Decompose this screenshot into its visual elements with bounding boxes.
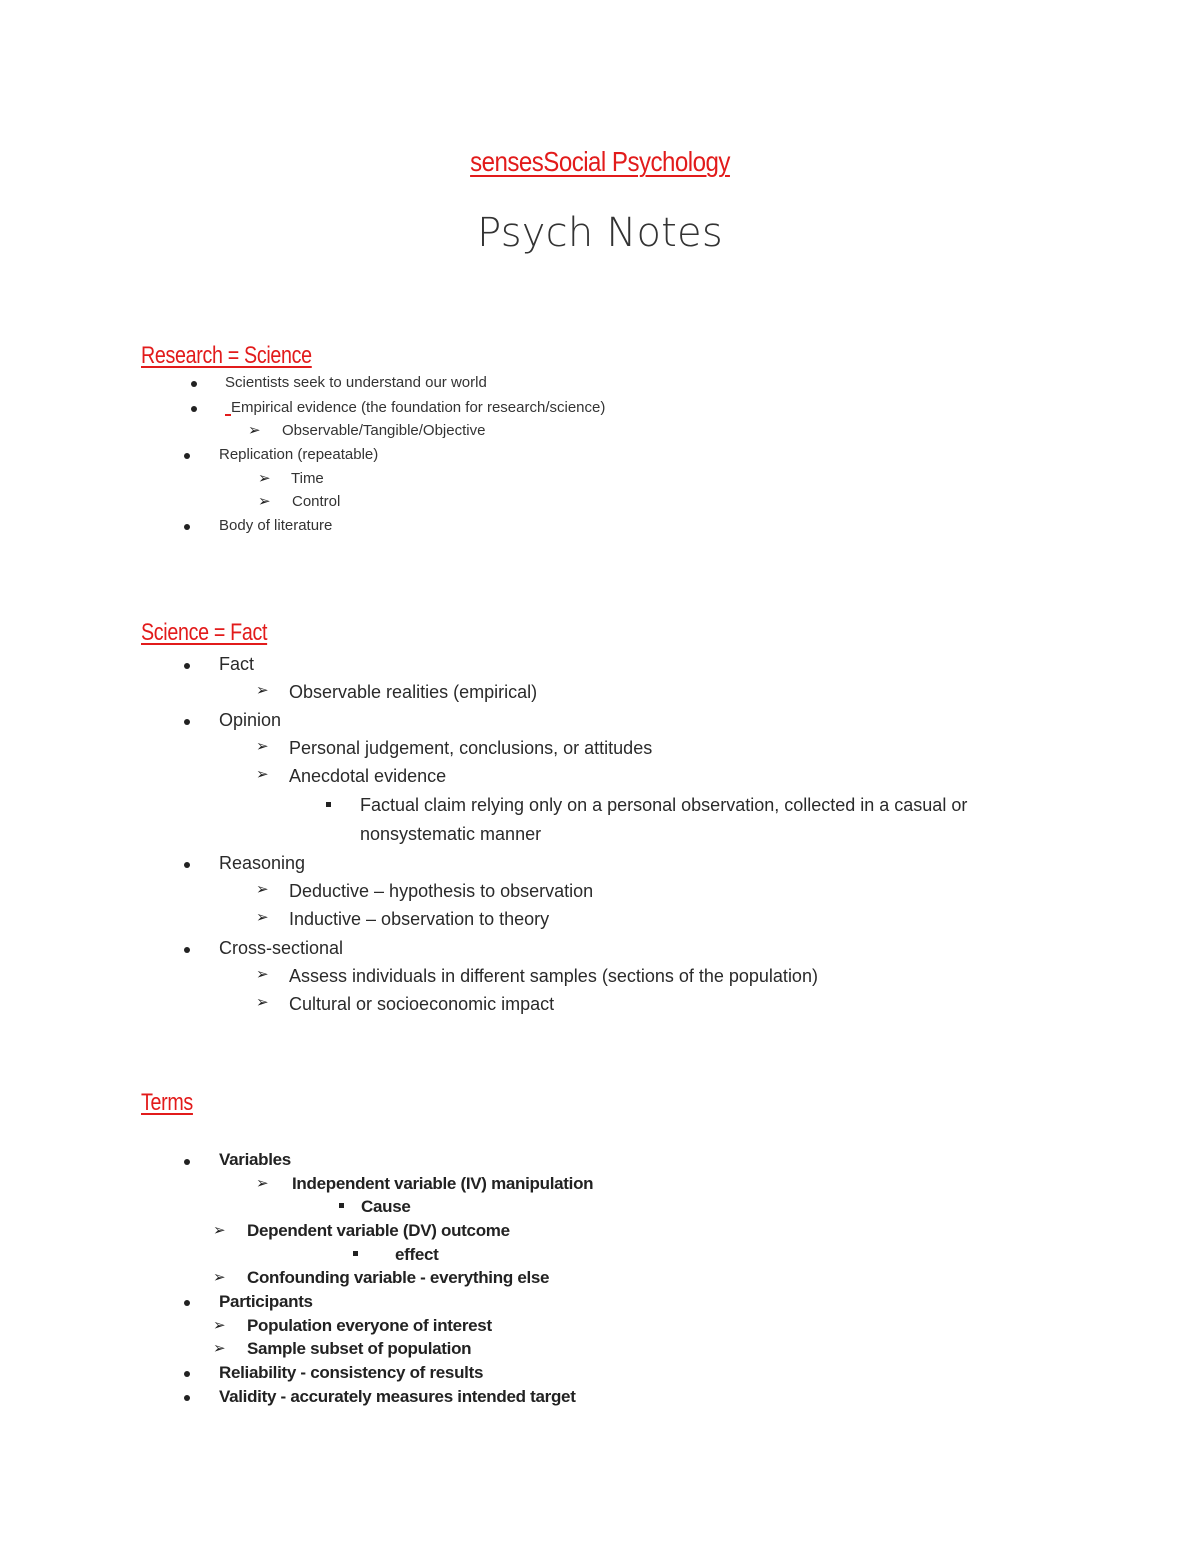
square-bullet-icon (339, 1203, 344, 1208)
arrow-bullet-icon: ➢ (213, 1340, 226, 1357)
list-item: Time (291, 470, 324, 487)
list-item: Cause (361, 1197, 411, 1216)
list-item: Scientists seek to understand our world (225, 374, 487, 391)
list-item: Observable realities (empirical) (289, 682, 538, 702)
arrow-bullet-icon: ➢ (256, 881, 269, 898)
arrow-bullet-icon: ➢ (256, 738, 269, 755)
list-item: Validity - accurately measures intended target (219, 1387, 576, 1406)
list-item: Deductive – hypothesis to observation (289, 881, 594, 901)
list-item: Dependent variable (DV) outcome (247, 1221, 510, 1240)
list-item: Confounding variable - everything else (247, 1268, 550, 1287)
arrow-bullet-icon: ➢ (256, 909, 269, 926)
arrow-bullet-icon: ➢ (256, 994, 269, 1011)
section-heading-terms: Terms (141, 1089, 193, 1116)
arrow-bullet-icon: ➢ (256, 682, 269, 699)
bullet-dot-icon (184, 1395, 190, 1401)
arrow-bullet-icon: ➢ (256, 966, 269, 983)
arrow-bullet-icon: ➢ (213, 1222, 226, 1239)
list-item: Fact (219, 654, 255, 674)
bullet-dot-icon (184, 524, 190, 530)
square-bullet-icon (326, 802, 331, 807)
list-item: Personal judgement, conclusions, or attitudes (289, 738, 653, 758)
document-title: sensesSocial Psychology (470, 146, 730, 177)
bullet-dot-icon (184, 1159, 190, 1165)
bullet-dot-icon (184, 719, 190, 725)
list-item: Opinion (219, 710, 282, 730)
arrow-bullet-icon: ➢ (258, 493, 271, 510)
arrow-bullet-icon: ➢ (258, 470, 271, 487)
list-item: Independent variable (IV) manipulation (292, 1174, 594, 1193)
list-item: Cultural or socioeconomic impact (289, 994, 555, 1014)
bullet-dot-icon (184, 663, 190, 669)
bullet-dot-icon (184, 1300, 190, 1306)
list-item: Assess individuals in different samples (sections of the population) (289, 966, 818, 986)
document-subtitle: Psych Notes (477, 210, 723, 256)
list-item: Body of literature (219, 517, 333, 534)
bullet-dot-icon (184, 453, 190, 459)
arrow-bullet-icon: ➢ (256, 766, 269, 783)
arrow-bullet-icon: ➢ (248, 422, 261, 439)
list-item: Reasoning (219, 853, 306, 873)
list-item: Observable/Tangible/Objective (282, 422, 486, 439)
list-item: Control (292, 493, 341, 510)
bullet-dot-icon (191, 406, 197, 412)
bullet-dot-icon (184, 1371, 190, 1377)
list-item: Anecdotal evidence (289, 766, 447, 786)
section-heading-science: Science = Fact (141, 619, 268, 646)
list-item: Replication (repeatable) (219, 446, 379, 463)
bullet-dot-icon (191, 381, 197, 387)
arrow-bullet-icon: ➢ (213, 1269, 226, 1286)
list-item: Sample subset of population (247, 1339, 472, 1358)
list-item: Factual claim relying only on a personal observation, collected in a casual or (360, 795, 968, 815)
list-item-continuation: nonsystematic manner (360, 824, 542, 844)
arrow-bullet-icon: ➢ (256, 1175, 269, 1192)
list-item: Population everyone of interest (247, 1316, 492, 1335)
square-bullet-icon (353, 1251, 358, 1256)
section-heading-research: Research = Science (141, 342, 312, 369)
list-item: Reliability - consistency of results (219, 1363, 484, 1382)
list-item: Empirical evidence (the foundation for research/science) (231, 399, 606, 416)
arrow-bullet-icon: ➢ (213, 1317, 226, 1334)
list-item: Participants (219, 1292, 313, 1311)
list-item: Inductive – observation to theory (289, 909, 550, 929)
list-item: effect (395, 1245, 439, 1264)
bullet-dot-icon (184, 862, 190, 868)
list-item: Cross-sectional (219, 938, 344, 958)
bullet-dot-icon (184, 947, 190, 953)
list-item: Variables (219, 1150, 291, 1169)
